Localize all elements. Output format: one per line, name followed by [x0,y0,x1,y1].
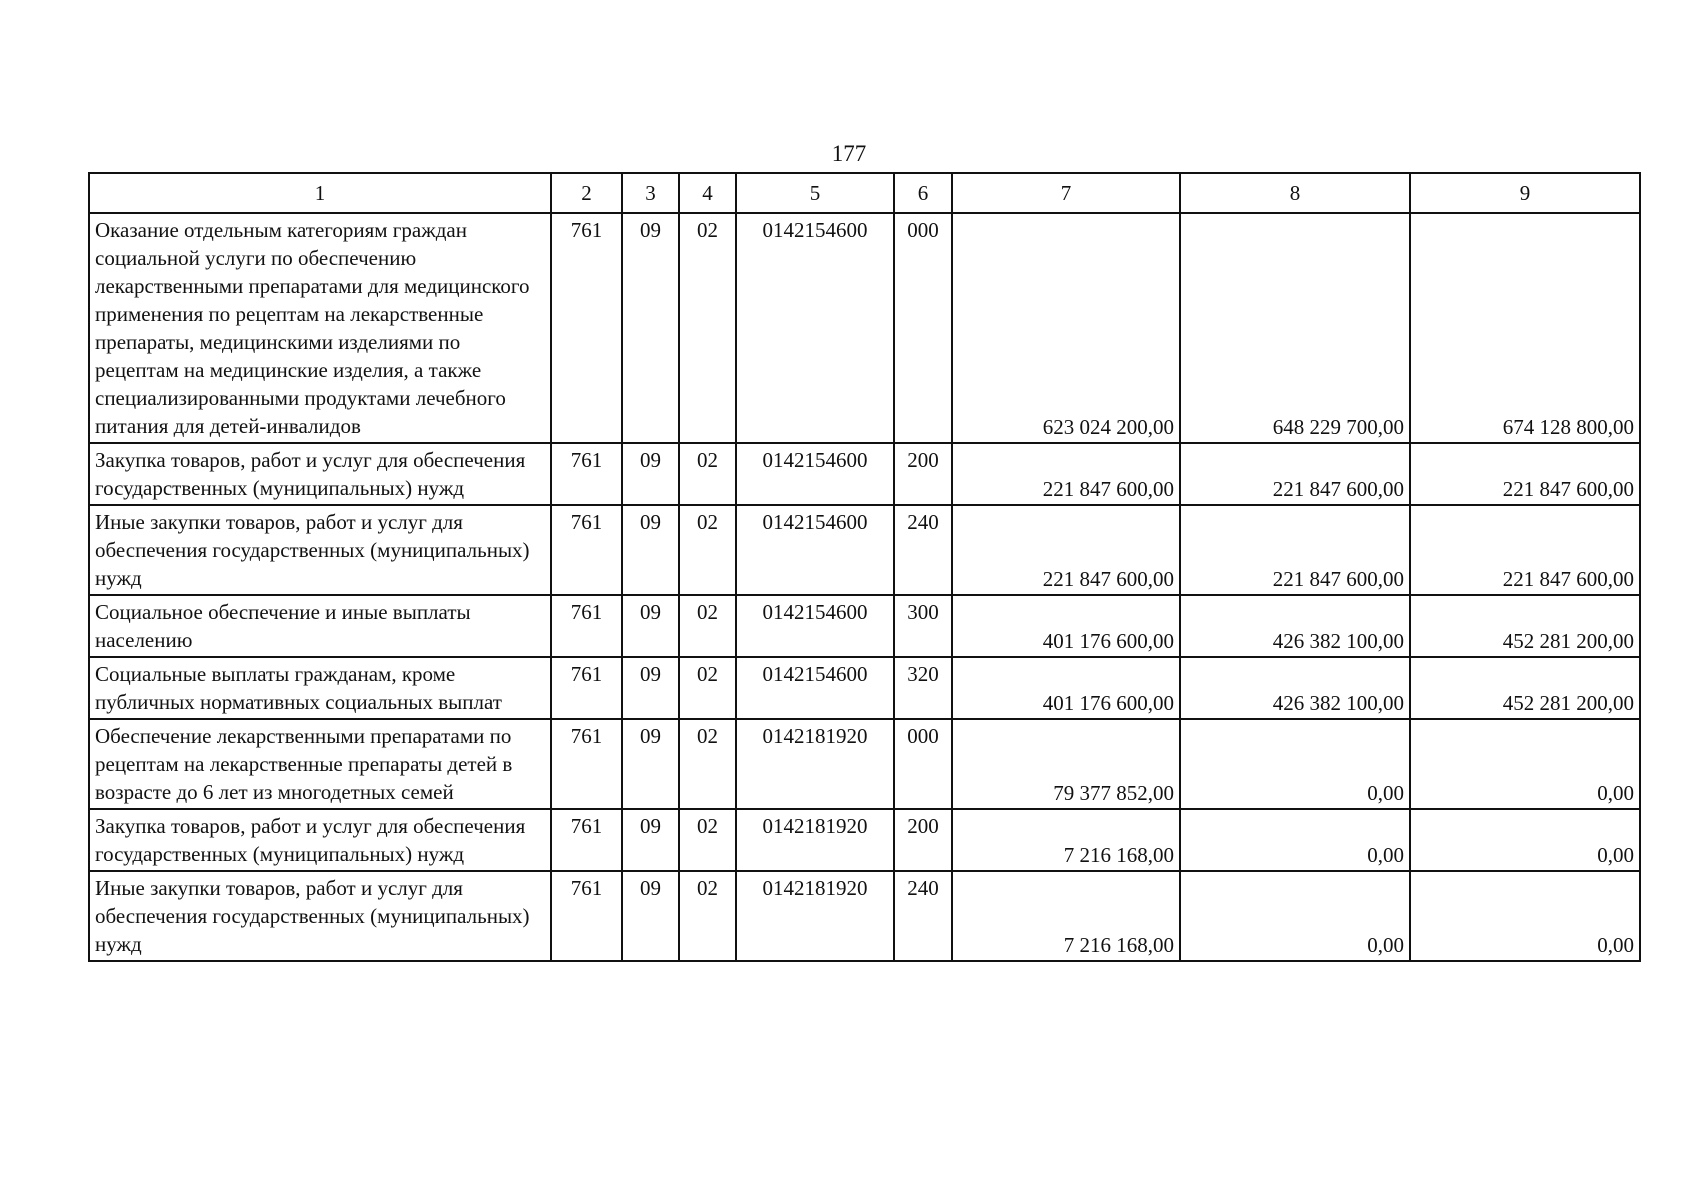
row-ministry-code: 761 [551,871,622,961]
row-expense-type: 240 [894,871,952,961]
table-row [89,657,1640,719]
row-ministry-code: 761 [551,809,622,871]
row-name: Социальное обеспечение и иные выплаты населению [89,595,551,657]
row-section-code: 09 [622,871,679,961]
row-ministry-code: 761 [551,657,622,719]
row-expense-type: 240 [894,505,952,595]
budget-table [88,172,1641,962]
table-row [89,871,1640,961]
row-name: Иные закупки товаров, работ и услуг для обеспечения государственных (муниципальных) нужд [89,505,551,595]
row-subsection-code: 02 [679,595,736,657]
row-amount-col9: 0,00 [1410,871,1640,961]
row-expense-type: 200 [894,809,952,871]
row-amount-col7: 7 216 168,00 [952,871,1180,961]
row-section-code: 09 [622,809,679,871]
row-ministry-code: 761 [551,505,622,595]
row-amount-col9: 452 281 200,00 [1410,657,1640,719]
row-amount-col7: 401 176 600,00 [952,595,1180,657]
table-row [89,809,1640,871]
row-name: Иные закупки товаров, работ и услуг для обеспечения государственных (муниципальных) нужд [89,871,551,961]
row-amount-col8: 426 382 100,00 [1180,595,1410,657]
header-cell-6: 6 [894,173,952,213]
row-ministry-code: 761 [551,595,622,657]
row-target-article: 0142154600 [736,213,894,443]
row-subsection-code: 02 [679,871,736,961]
row-section-code: 09 [622,213,679,443]
row-ministry-code: 761 [551,443,622,505]
row-amount-col8: 0,00 [1180,871,1410,961]
row-amount-col7: 79 377 852,00 [952,719,1180,809]
row-target-article: 0142181920 [736,719,894,809]
row-amount-col8: 221 847 600,00 [1180,443,1410,505]
row-section-code: 09 [622,719,679,809]
row-amount-col8: 0,00 [1180,809,1410,871]
page-number: 177 [831,141,867,166]
row-name: Закупка товаров, работ и услуг для обеспечения государственных (муниципальных) нужд [89,809,551,871]
row-amount-col8: 648 229 700,00 [1180,213,1410,443]
row-amount-col7: 7 216 168,00 [952,809,1180,871]
row-subsection-code: 02 [679,657,736,719]
row-amount-col8: 0,00 [1180,719,1410,809]
header-cell-5: 5 [736,173,894,213]
row-amount-col7: 221 847 600,00 [952,443,1180,505]
row-expense-type: 000 [894,213,952,443]
row-amount-col8: 221 847 600,00 [1180,505,1410,595]
row-target-article: 0142154600 [736,443,894,505]
row-amount-col9: 0,00 [1410,809,1640,871]
header-row [89,173,1640,213]
row-amount-col7: 623 024 200,00 [952,213,1180,443]
row-target-article: 0142154600 [736,595,894,657]
table-row [89,213,1640,443]
header-cell-3: 3 [622,173,679,213]
row-name: Социальные выплаты гражданам, кроме публичных нормативных социальных выплат [89,657,551,719]
header-cell-1: 1 [89,173,551,213]
header-cell-2: 2 [551,173,622,213]
row-amount-col9: 452 281 200,00 [1410,595,1640,657]
table-row [89,719,1640,809]
row-name: Закупка товаров, работ и услуг для обеспечения государственных (муниципальных) нужд [89,443,551,505]
row-amount-col8: 426 382 100,00 [1180,657,1410,719]
row-target-article: 0142154600 [736,657,894,719]
row-amount-col9: 221 847 600,00 [1410,443,1640,505]
row-expense-type: 320 [894,657,952,719]
row-subsection-code: 02 [679,213,736,443]
header-cell-9: 9 [1410,173,1640,213]
row-target-article: 0142181920 [736,809,894,871]
row-section-code: 09 [622,657,679,719]
row-subsection-code: 02 [679,505,736,595]
table-row [89,443,1640,505]
row-section-code: 09 [622,505,679,595]
row-expense-type: 300 [894,595,952,657]
header-cell-8: 8 [1180,173,1410,213]
row-amount-col9: 0,00 [1410,719,1640,809]
row-amount-col7: 221 847 600,00 [952,505,1180,595]
row-name: Обеспечение лекарственными препаратами по рецептам на лекарственные препараты детей в возрасте до 6 лет из многодетных семей [89,719,551,809]
table-row [89,505,1640,595]
row-amount-col7: 401 176 600,00 [952,657,1180,719]
row-section-code: 09 [622,595,679,657]
row-subsection-code: 02 [679,809,736,871]
row-ministry-code: 761 [551,213,622,443]
header-cell-4: 4 [679,173,736,213]
row-amount-col9: 674 128 800,00 [1410,213,1640,443]
header-cell-7: 7 [952,173,1180,213]
row-subsection-code: 02 [679,443,736,505]
row-expense-type: 000 [894,719,952,809]
row-expense-type: 200 [894,443,952,505]
table-row [89,595,1640,657]
row-ministry-code: 761 [551,719,622,809]
row-target-article: 0142154600 [736,505,894,595]
row-target-article: 0142181920 [736,871,894,961]
row-name: Оказание отдельным категориям граждан социальной услуги по обеспечению лекарственными препаратами для медицинского применения по рецептам на лекарственные препараты, медицинскими изделиями по рецептам на медицинские изделия, а также специализированными продуктами лечебного питания для детей-инвалидов [89,213,551,443]
row-section-code: 09 [622,443,679,505]
row-subsection-code: 02 [679,719,736,809]
row-amount-col9: 221 847 600,00 [1410,505,1640,595]
